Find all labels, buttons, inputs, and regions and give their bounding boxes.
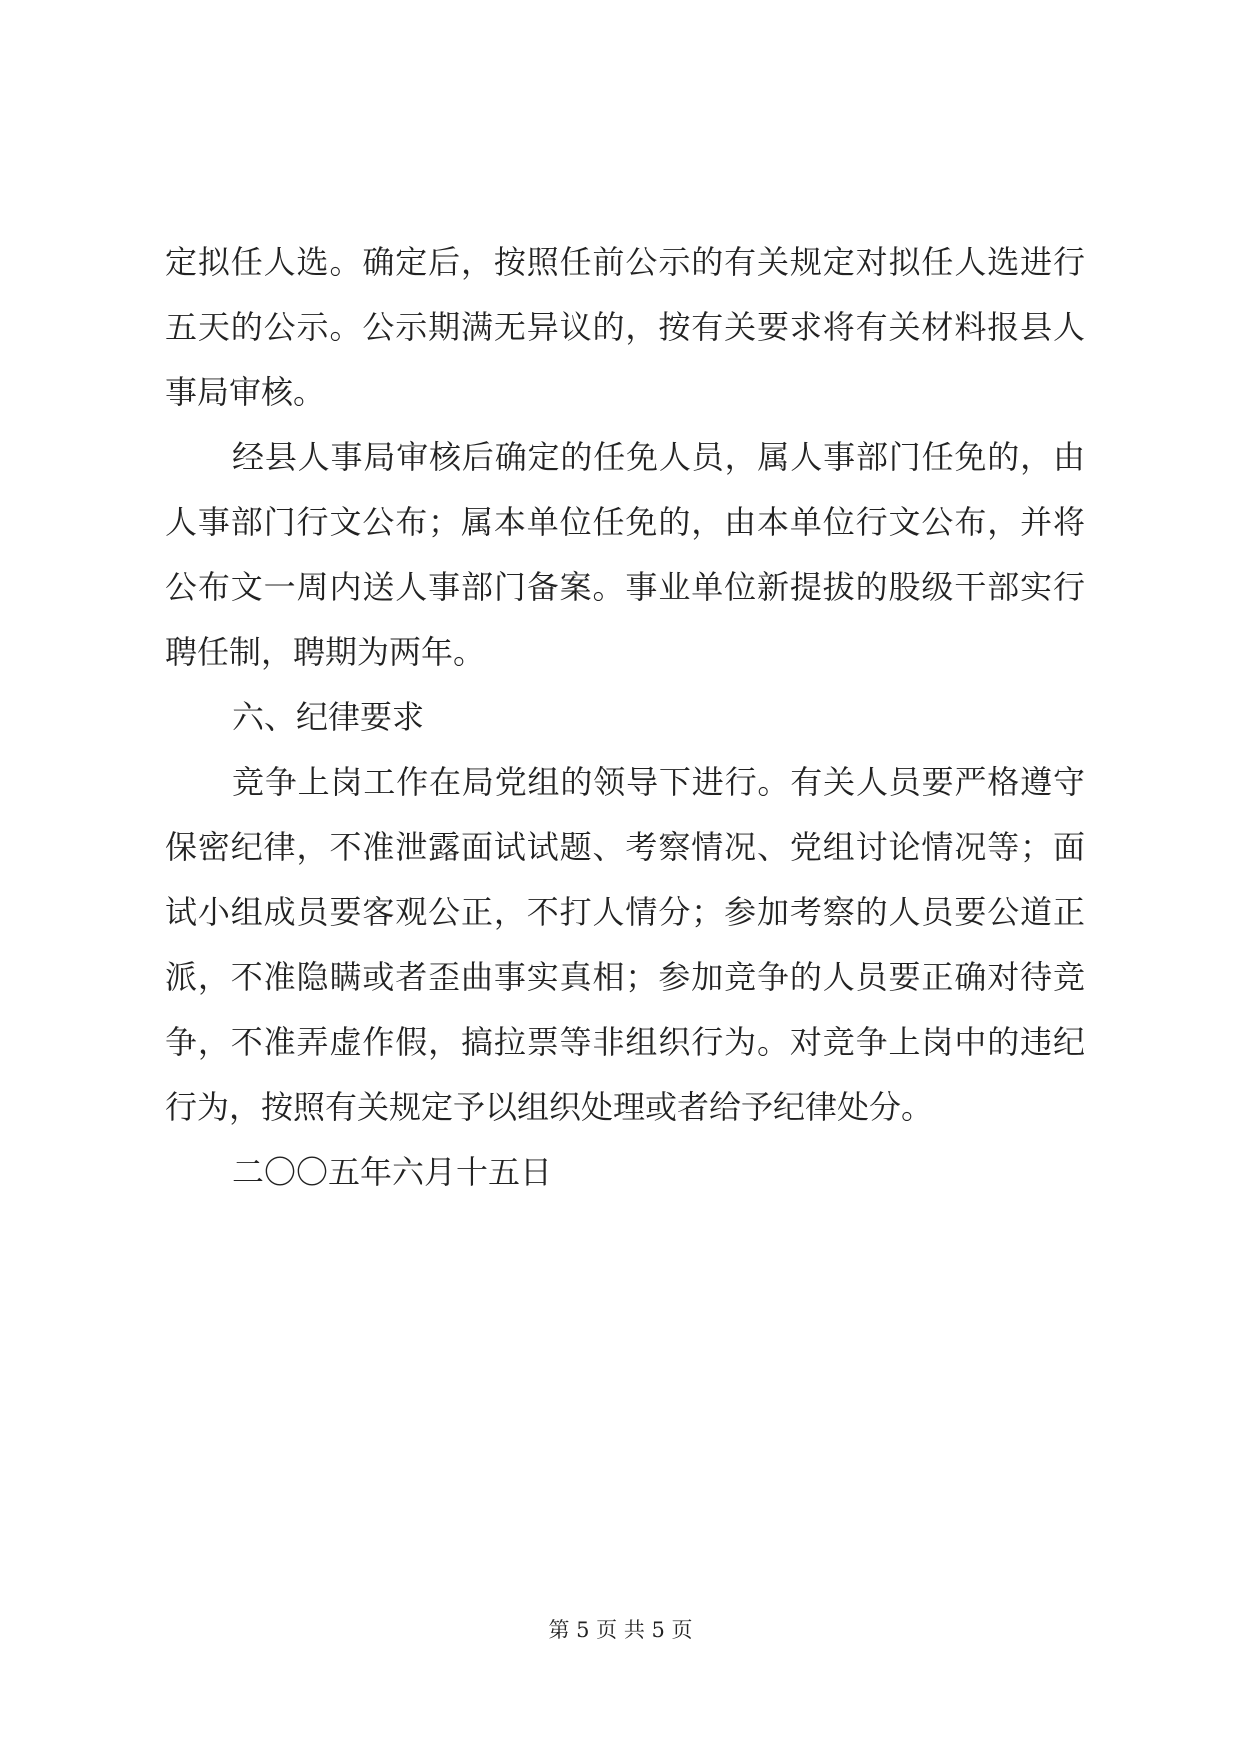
text-line: 派，不准隐瞒或者歪曲事实真相；参加竞争的人员要正确对待竞 — [165, 958, 1085, 996]
document-date: 二〇〇五年六月十五日 — [232, 1153, 553, 1191]
page-number-footer: 第 5 页 共 5 页 — [548, 1618, 693, 1642]
text-line: 争，不准弄虚作假，搞拉票等非组织行为。对竞争上岗中的违纪 — [165, 1023, 1085, 1061]
text-line: 事局审核。 — [165, 373, 326, 411]
text-line: 聘任制，聘期为两年。 — [165, 633, 486, 671]
document-body — [165, 230, 1085, 1205]
text-line: 人事部门行文公布；属本单位任免的，由本单位行文公布，并将 — [165, 503, 1085, 541]
section-heading: 六、纪律要求 — [232, 698, 425, 736]
text-line: 公布文一周内送人事部门备案。事业单位新提拔的股级干部实行 — [165, 568, 1085, 606]
text-line: 定拟任人选。确定后，按照任前公示的有关规定对拟任人选进行 — [165, 243, 1085, 281]
text-line: 行为，按照有关规定予以组织处理或者给予纪律处分。 — [165, 1088, 934, 1126]
text-line: 五天的公示。公示期满无异议的，按有关要求将有关材料报县人 — [165, 308, 1085, 346]
text-line: 保密纪律，不准泄露面试试题、考察情况、党组讨论情况等；面 — [165, 828, 1085, 866]
text-line: 竞争上岗工作在局党组的领导下进行。有关人员要严格遵守 — [232, 763, 1085, 801]
text-line: 经县人事局审核后确定的任免人员，属人事部门任免的，由 — [232, 438, 1085, 476]
text-line: 试小组成员要客观公正，不打人情分；参加考察的人员要公道正 — [165, 893, 1085, 931]
